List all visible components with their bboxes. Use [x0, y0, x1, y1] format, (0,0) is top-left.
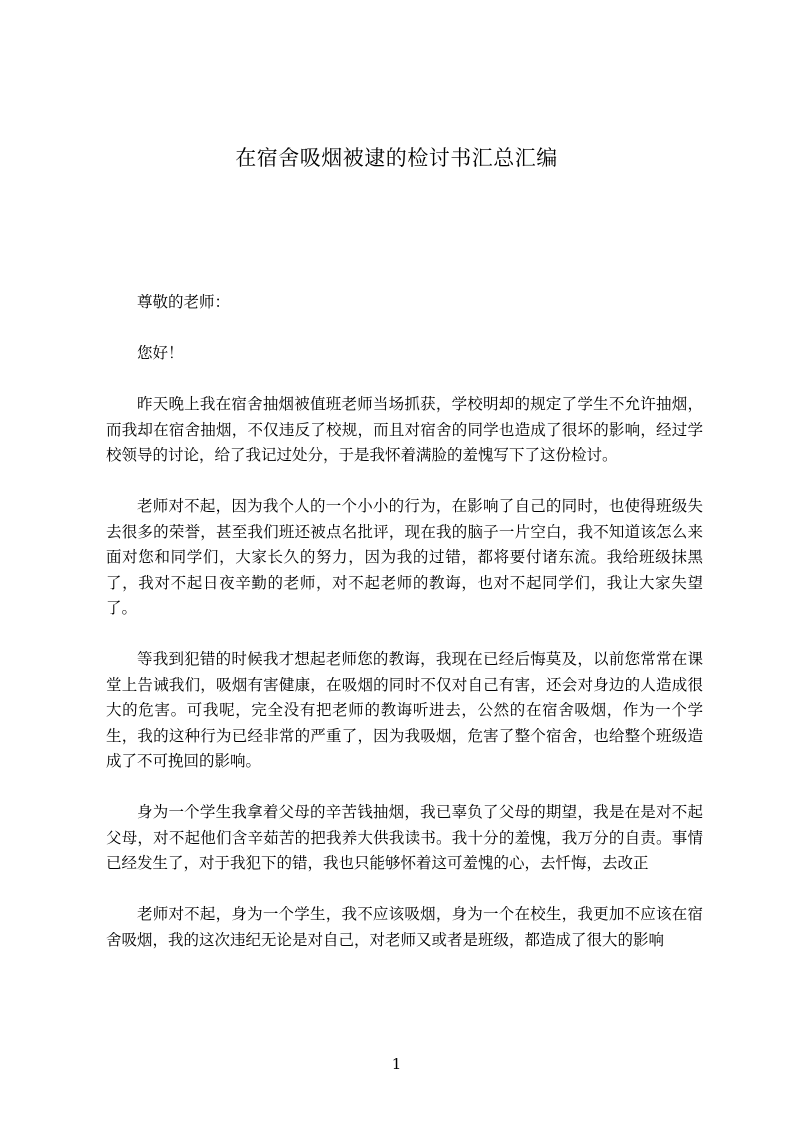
document-body: [106, 290, 703, 979]
paragraph: 等我到犯错的时候我才想起老师您的教诲，我现在已经后悔莫及，以前您常常在课堂上告诫我们，吸烟有害健康，在吸烟的同时不仅对自己有害，还会对身边的人造成很大的危害。可我呢，完全没有把老师的教诲听进去，公然的在宿舍吸烟，作为一个学生，我的这种行为已经非常的严重了，因为我吸烟，危害了整个宿舍，也给整个班级造成了不可挽回的影响。: [106, 650, 703, 770]
salutation: 尊敬的老师：: [137, 293, 231, 311]
paragraph: 昨天晚上我在宿舍抽烟被值班老师当场抓获，学校明却的规定了学生不允许抽烟，而我却在宿舍抽烟，不仅违反了校规，而且对宿舍的同学也造成了很坏的影响，经过学校领导的讨论，给了我记过处分，于是我怀着满脸的羞愧写下了这份检讨。: [106, 395, 703, 464]
paragraph: 身为一个学生我拿着父母的辛苦钱抽烟，我已辜负了父母的期望，我是在是对不起父母，对不起他们含辛茹苦的把我养大供我读书。我十分的羞愧，我万分的自责。事情已经发生了，对于我犯下的错，我也只能够怀着这可羞愧的心，去忏悔，去改正: [106, 803, 703, 872]
paragraph: 老师对不起，身为一个学生，我不应该吸烟，身为一个在校生，我更加不应该在宿舍吸烟，我的这次违纪无论是对自己，对老师又或者是班级，都造成了很大的影响: [106, 905, 703, 949]
page-number: 1: [391, 1055, 402, 1073]
greeting: 您好！: [137, 344, 184, 362]
paragraph: 老师对不起，因为我个人的一个小小的行为，在影响了自己的同时，也使得班级失去很多的荣誉，甚至我们班还被点名批评，现在我的脑子一片空白，我不知道该怎么来面对您和同学们，大家长久的努力，因为我的过错，都将要付诸东流。我给班级抹黑了，我对不起日夜辛勤的老师，对不起老师的教诲，也对不起同学们，我让大家失望了。: [106, 497, 703, 617]
page-title: 在宿舍吸烟被逮的检讨书汇总汇编: [235, 146, 558, 170]
